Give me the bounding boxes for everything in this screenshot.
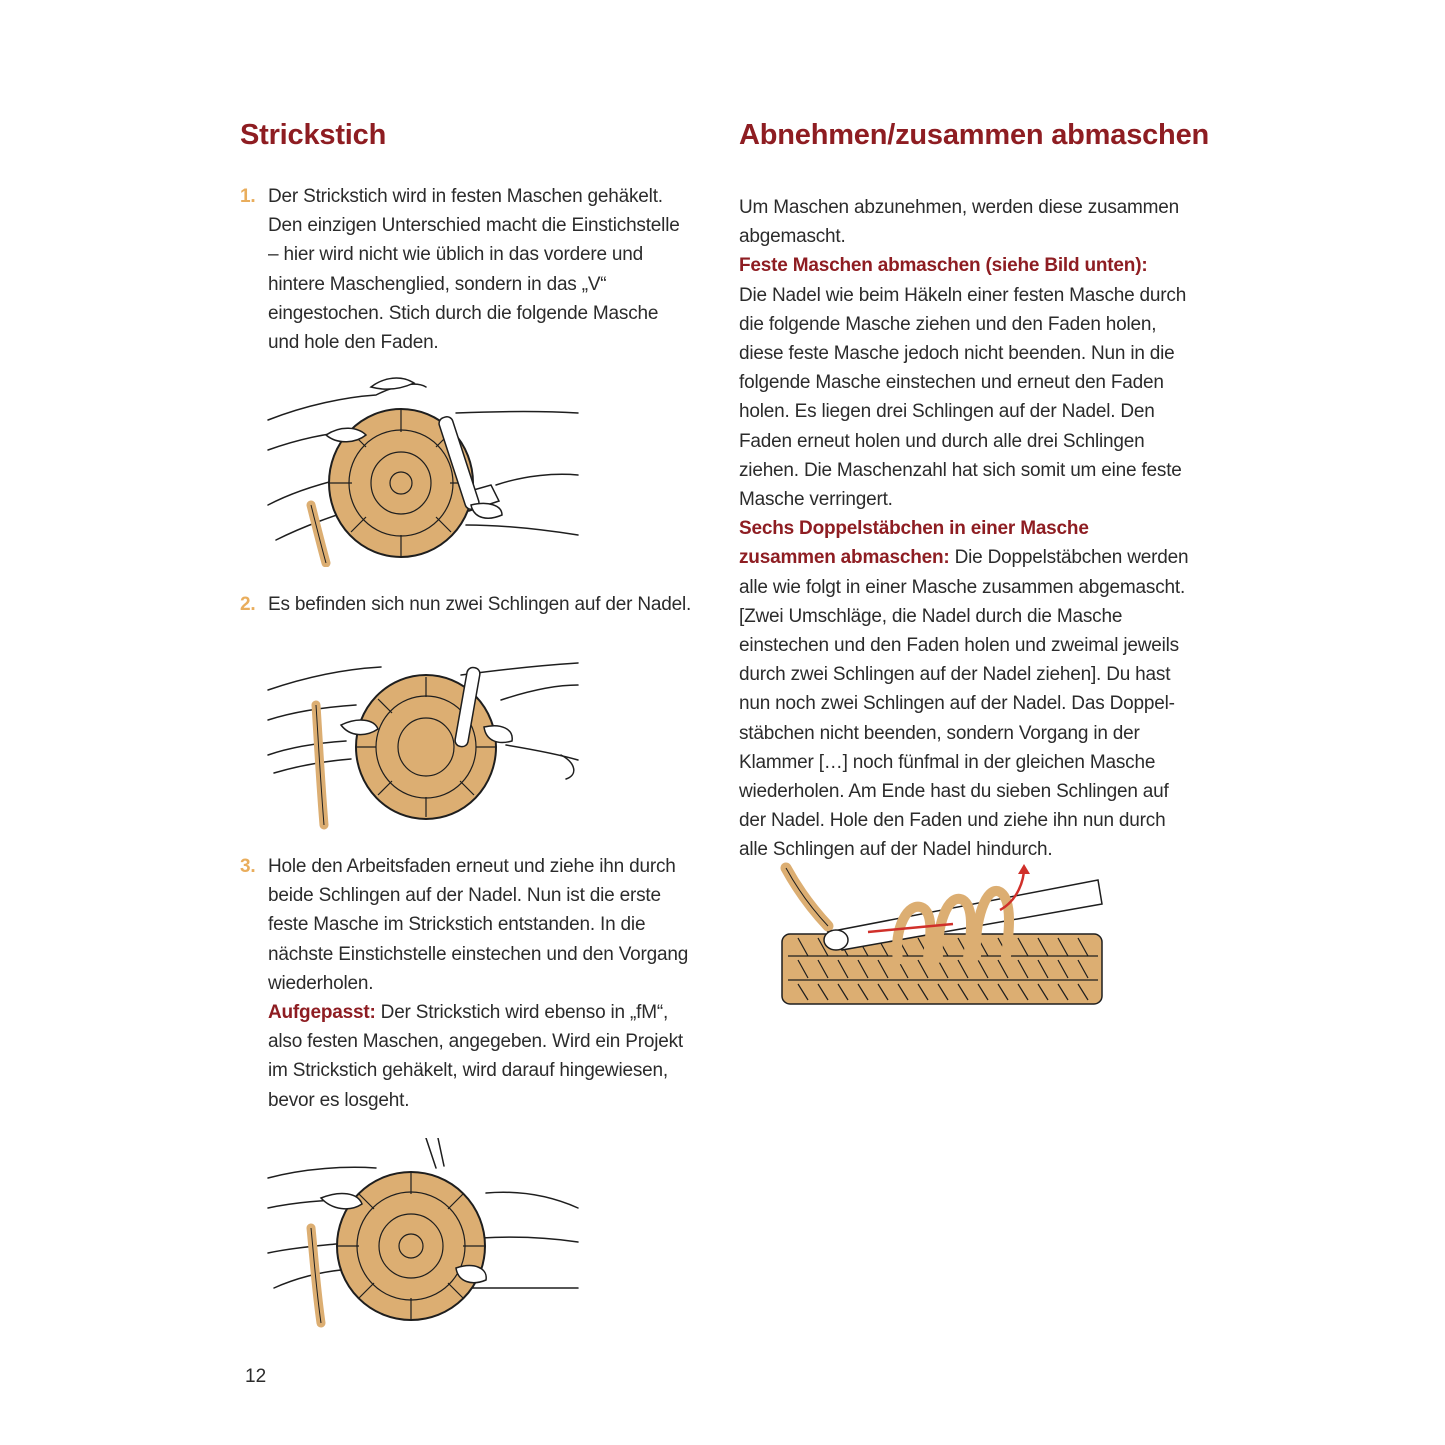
section-title-strickstich: Strickstich bbox=[240, 119, 387, 151]
step-3-number: 3. bbox=[240, 856, 256, 877]
note-text: Der Strickstich wird ebenso in „fM“, also festen Maschen, angegeben. Wird ein Projekt im Strickstich gehäkelt, wird darauf hingewiesen, bevor es losgeht. bbox=[268, 1002, 683, 1111]
crochet-illustration-step-1 bbox=[266, 375, 580, 567]
step-1 bbox=[240, 182, 692, 357]
dc-paragraph bbox=[739, 514, 1189, 864]
sc-heading: Feste Maschen abmaschen (siehe Bild unten): bbox=[739, 255, 1148, 277]
dc-text: Die Doppelstäbchen werden alle wie folgt in einer Masche zusammen abgemascht. [Zwei Umschläge, die Nadel durch die Masche einstechen und den Faden holen und zweimal jeweils durch zwei Schlingen auf der Nadel ziehen]. Du hast nun noch zwei Schlingen auf der Nadel. Das Doppelstäbchen nicht beenden, sondern Vorgang in der Klammer […] noch fünfmal in der gleichen Masche wiederholen. Am Ende hast du sieben Schlingen auf der Nadel. Hole den Faden und ziehe ihn nun durch alle Schlingen auf der Nadel hindurch. bbox=[739, 547, 1189, 861]
abnehmen-text bbox=[739, 193, 1189, 865]
step-2 bbox=[240, 590, 692, 619]
dc-heading: Sechs Doppelstäbchen in einer Masche zusammen abmaschen: bbox=[739, 518, 1089, 569]
step-3 bbox=[240, 852, 692, 1115]
step-1-text: Der Strickstich wird in festen Maschen gehäkelt. Den einzigen Unterschied macht die Einstichstelle – hier wird nicht wie üblich in das vordere und hintere Maschenglied, sondern in das „V“ eingestochen. Stich durch die folgende Masche und hole den Faden. bbox=[268, 186, 680, 354]
crochet-illustration-step-3 bbox=[266, 1138, 580, 1328]
sc-paragraph: Die Nadel wie beim Häkeln einer festen Masche durch die folgende Masche ziehen und den Faden holen, diese feste Masche jedoch nicht beenden. Nun in die folgende Masche einstechen und erneut den Faden holen. Es liegen drei Schlingen auf der Nadel. Den Faden erneut holen und durch alle drei Schlingen ziehen. Die Maschenzahl hat sich somit um eine feste Masche verringert. bbox=[739, 284, 1187, 511]
page-number: 12 bbox=[245, 1366, 267, 1387]
note-label-aufgepasst: Aufgepasst: bbox=[268, 1002, 376, 1024]
step-2-number: 2. bbox=[240, 594, 256, 615]
step-2-text: Es befinden sich nun zwei Schlingen auf der Nadel. bbox=[268, 594, 692, 615]
abnehmen-intro: Um Maschen abzunehmen, werden diese zusammen abgemascht. bbox=[739, 197, 1180, 248]
decrease-illustration bbox=[778, 860, 1108, 1010]
step-3-main-text: Hole den Arbeitsfaden erneut und ziehe ihn durch beide Schlingen auf der Nadel. Nun ist die erste feste Masche im Strickstich entstanden. In die nächste Einstichstelle einstechen und den Vorgang wiederholen. bbox=[268, 856, 689, 994]
step-3-text bbox=[268, 852, 692, 1115]
crochet-illustration-step-2 bbox=[266, 655, 580, 830]
section-title-abnehmen: Abnehmen/zusammen abmaschen bbox=[739, 119, 1210, 151]
step-1-number: 1. bbox=[240, 186, 256, 207]
